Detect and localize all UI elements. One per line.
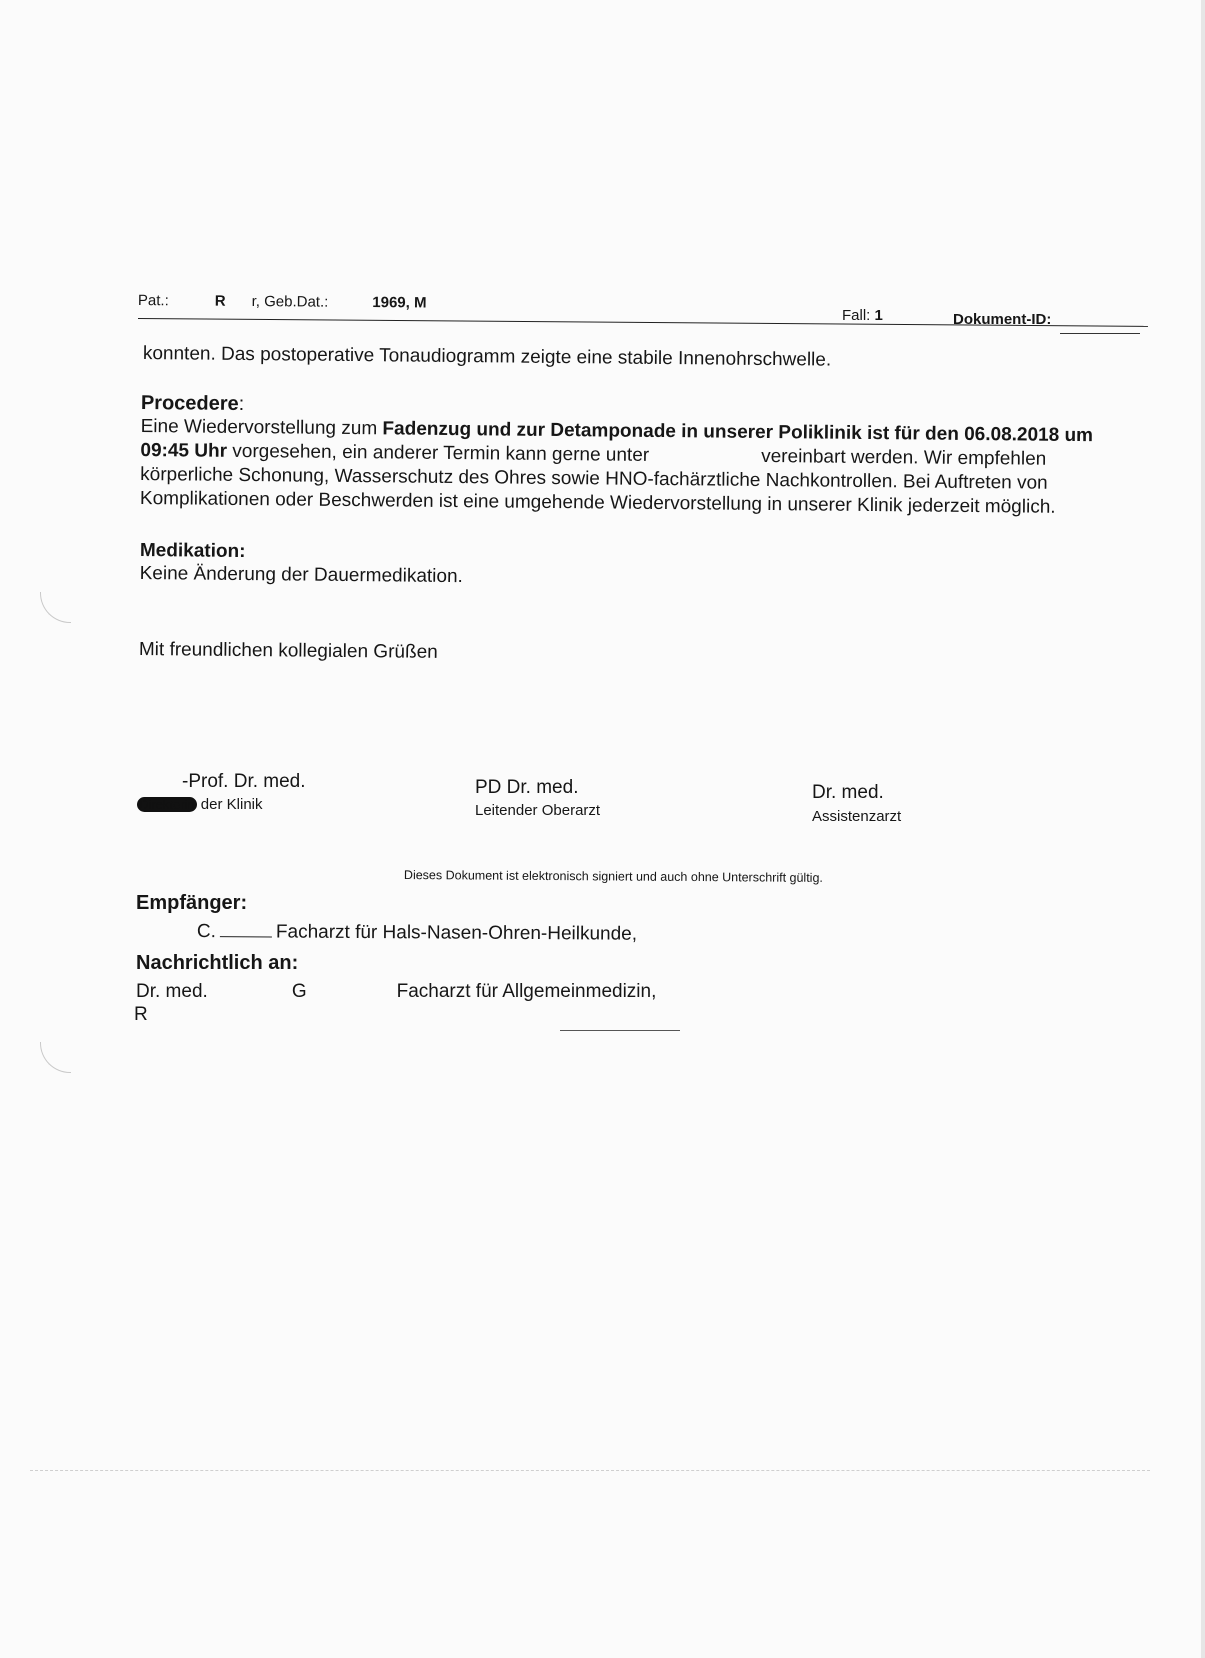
signature-director — [137, 770, 306, 813]
procedere-line-4: Komplikationen oder Beschwerden ist eine umgehende Wiedervorstellung in unserer Klinik jederzeit möglich. — [139, 487, 1056, 518]
cc-specialty: Facharzt für Allgemeinmedizin, — [396, 981, 657, 1002]
recipient-initial: C. — [196, 921, 216, 943]
cc-underline — [560, 1030, 680, 1031]
cc-initial: G — [291, 981, 307, 1002]
closing-greeting: Mit freundlichen kollegialen Grüßen — [138, 638, 438, 663]
medikation-heading: Medikation: — [139, 540, 246, 563]
case-fragment: 1 — [874, 307, 883, 324]
signature-director-name: -Prof. Dr. med. — [182, 771, 306, 792]
signature-assistant — [812, 781, 901, 825]
punch-hole-mark — [40, 1042, 71, 1073]
document-id-label: Dokument-ID: — [953, 311, 1052, 328]
patient-label: Pat.: — [137, 292, 169, 310]
patient-header — [138, 292, 427, 312]
recipient-specialty: Facharzt für Hals-Nasen-Ohren-Heilkunde, — [275, 921, 638, 945]
recipient-line — [197, 920, 637, 947]
birth-date: 1969, M — [372, 294, 427, 312]
procedere-line-1: Eine Wiedervorstellung zum Fadenzug und zur Detamponade in unserer Poliklinik ist für den 06.08.2018 um — [140, 415, 1094, 447]
medikation-text: Keine Änderung der Dauermedikation. — [139, 562, 463, 588]
scan-edge — [1201, 0, 1205, 1658]
patient-name-fragment: R — [214, 292, 226, 310]
signature-senior-role: Leitender Oberarzt — [475, 802, 601, 819]
procedere-line-3: körperliche Schonung, Wasserschutz des Ohres sowie HNO-fachärztliche Nachkontrollen. Bei Auftreten von — [140, 463, 1048, 494]
cc-title: Dr. med. — [136, 981, 208, 1002]
intro-line: konnten. Das postoperative Tonaudiogramm zeigte eine stabile Innenohrschwelle. — [142, 342, 832, 371]
cc-line-2: R — [134, 1004, 148, 1025]
procedere-line-2: 09:45 Uhr vorgesehen, ein anderer Termin kann gerne unter vereinbart werden. Wir empfehlen — [140, 439, 1047, 470]
signature-senior-physician — [475, 776, 600, 819]
case-number — [842, 307, 883, 324]
redacted-title: Direktorin — [139, 797, 195, 812]
recipient-heading: Empfänger: — [136, 892, 248, 914]
signature-senior-name: PD Dr. med. — [475, 777, 579, 798]
header-rule-end — [1060, 333, 1140, 334]
scan-fold-line — [30, 1470, 1150, 1471]
signature-director-role: der Klinik — [200, 796, 263, 813]
case-label: Fall: — [842, 307, 875, 324]
medikation-section — [140, 540, 464, 589]
cc-heading: Nachrichtlich an: — [136, 952, 299, 974]
cc-line — [136, 980, 656, 1004]
punch-hole-mark — [40, 592, 71, 623]
signature-assistant-name: Dr. med. — [812, 782, 884, 803]
esign-note: Dieses Dokument ist elektronisch signiert und auch ohne Unterschrift gültig. — [403, 868, 823, 885]
signature-assistant-role: Assistenzarzt — [812, 808, 902, 825]
procedere-section — [140, 392, 1093, 520]
patient-name-suffix: r, Geb.Dat.: — [251, 292, 329, 311]
procedere-heading: Procedere: — [140, 392, 245, 415]
